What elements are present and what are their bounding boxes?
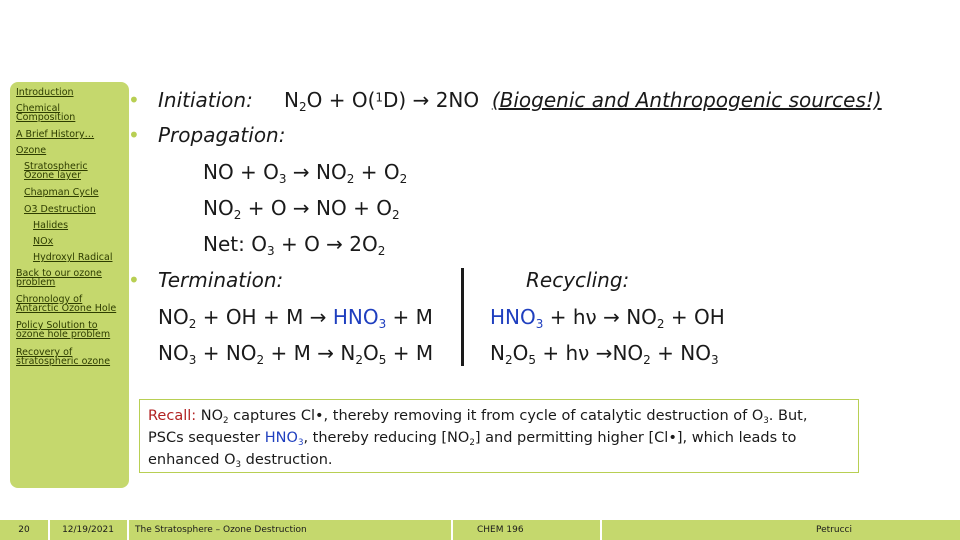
recall-line-2: PSCs sequester $HNO_3$, thereby reducing $[NO_2]$ and permitting higher [Cl•], which leads to bbox=[148, 430, 797, 449]
termination-eq1: $NO_2$ + OH + $M \to HNO_3 + M$ bbox=[158, 305, 433, 332]
sidebar-item-ozone[interactable]: Ozone bbox=[16, 145, 47, 156]
nav-text: Chronology of Antarctic Ozone Hole bbox=[16, 294, 117, 314]
footer-bar bbox=[0, 520, 960, 540]
arrow-icon: → bbox=[326, 232, 343, 256]
footer-title: The Stratosphere – Ozone Destruction bbox=[135, 525, 307, 535]
nav-text: Policy Solution to ozone hole problem bbox=[16, 320, 111, 340]
arrow-icon: → bbox=[317, 341, 335, 365]
sidebar-item-nox[interactable]: NOx bbox=[33, 236, 54, 247]
recall-line-1: Recall: $NO_2$ captures Cl•, thereby removing it from cycle of catalytic destruction of $O_3$. But, bbox=[148, 408, 808, 427]
recycling-eq1: $HNO_3 + h\nu \to NO_2$ + OH bbox=[490, 305, 725, 332]
termination-eq2: $NO_3 + NO_2 + M \to N_2O_5 + M$ bbox=[158, 341, 434, 368]
slide-number: 20 bbox=[18, 525, 30, 535]
arrow-icon: → bbox=[603, 305, 620, 329]
propagation-net: Net: $O_3 + O \to 2O_2$ bbox=[203, 232, 386, 259]
initiation-note: (Biogenic and Anthropogenic sources!) bbox=[491, 88, 882, 112]
footer-separator bbox=[600, 520, 602, 540]
nav-text: Stratospheric Ozone layer bbox=[24, 161, 88, 181]
nav-text: Chemical Composition bbox=[16, 103, 76, 123]
footer-separator bbox=[451, 520, 453, 540]
arrow-icon: → bbox=[309, 305, 327, 329]
recycling-label: Recycling: bbox=[526, 268, 630, 292]
sidebar-item-halides[interactable]: Halides bbox=[33, 220, 69, 231]
recall-line-3: enhanced $O_3$ destruction. bbox=[148, 452, 333, 471]
sidebar-item-history[interactable]: A Brief History… bbox=[16, 129, 95, 140]
initiation-line bbox=[158, 88, 253, 112]
footer-date: 12/19/2021 bbox=[62, 525, 114, 535]
sidebar-item-hydroxyl-radical[interactable]: Hydroxyl Radical bbox=[33, 252, 113, 263]
arrow-icon: → bbox=[292, 160, 310, 184]
sidebar-item-stratospheric-ozone-layer[interactable] bbox=[24, 162, 88, 180]
footer-author: Petrucci bbox=[816, 525, 852, 535]
divider bbox=[461, 268, 464, 366]
nav-text: Recovery of stratospheric ozone bbox=[16, 347, 111, 367]
recall-box bbox=[139, 399, 859, 473]
sidebar-item-introduction[interactable]: Introduction bbox=[16, 87, 74, 98]
arrow-icon: → bbox=[595, 341, 613, 365]
sidebar-item-policy-solution[interactable] bbox=[16, 321, 110, 339]
propagation-eq1: NO + $O_3 \to NO_2 + O_2$ bbox=[203, 160, 408, 187]
footer-course: CHEM 196 bbox=[477, 525, 524, 535]
bullet-icon: • bbox=[128, 123, 140, 147]
propagation-eq2: $NO_2 + O$ → NO + $O_2$ bbox=[203, 196, 400, 223]
bullet-icon: • bbox=[128, 268, 140, 292]
termination-label: Termination: bbox=[158, 268, 284, 292]
arrow-icon: → bbox=[292, 196, 310, 220]
sidebar-item-chemical-composition[interactable] bbox=[16, 104, 75, 122]
initiation-equation: $N_2O + O(^1D) \to 2NO$ (Biogenic and Anthropogenic sources!) bbox=[284, 88, 882, 115]
sidebar-item-chapman-cycle[interactable]: Chapman Cycle bbox=[24, 187, 99, 198]
bullet-icon: • bbox=[128, 88, 140, 112]
recycling-eq2: $N_2O_5 + h\nu \to NO_2 + NO_3$ bbox=[490, 341, 719, 368]
sidebar-item-o3-destruction[interactable]: O3 Destruction bbox=[24, 204, 96, 215]
recall-label: Recall: bbox=[148, 408, 197, 424]
sidebar-item-recovery[interactable] bbox=[16, 348, 110, 366]
nav-text: Back to our ozone problem bbox=[16, 268, 102, 288]
initiation-label: Initiation: bbox=[158, 88, 253, 112]
arrow-icon: → bbox=[412, 88, 430, 112]
sidebar-item-chronology[interactable] bbox=[16, 295, 116, 313]
propagation-label: Propagation: bbox=[158, 123, 286, 147]
sidebar-item-back-to-ozone-problem[interactable] bbox=[16, 269, 102, 287]
